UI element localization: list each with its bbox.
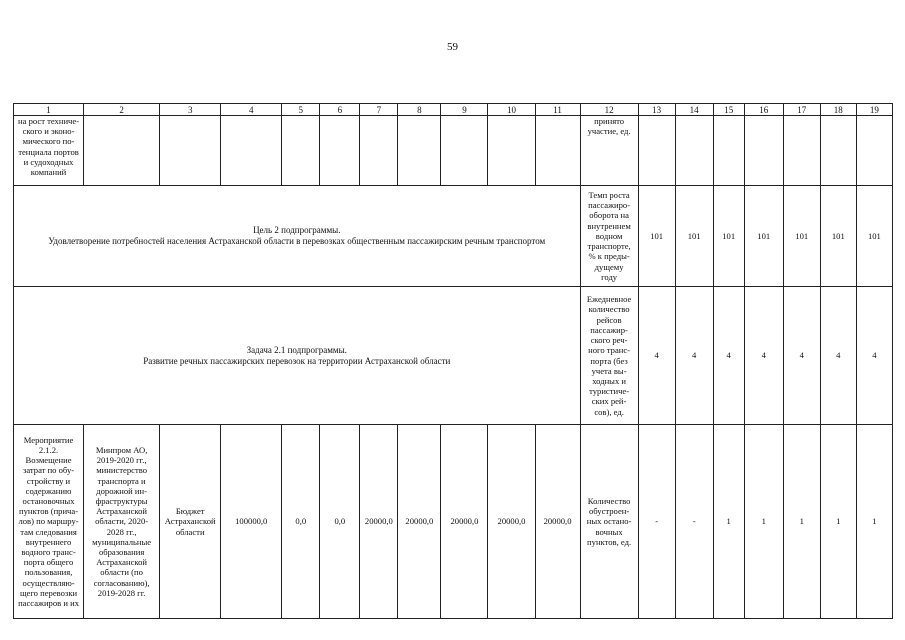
column-header: 7	[360, 104, 398, 116]
goal-text: Удовлетворение потребностей населения Астраханской области в перевозках общественным пассажирским речным транспортом	[48, 236, 546, 246]
column-header: 17	[783, 104, 820, 116]
value-cell: 4	[783, 287, 820, 425]
table-cell	[360, 116, 398, 186]
executor-cell: Минпром АО, 2019-2020 гг., министерство транспорта и дорожной ин- фраструктуры Астраханской области, 2020- 2028 гг., муниципальные образования Астраханской области (по согласованию), 2019-2028 гг.	[84, 425, 160, 619]
value-cell: 1	[856, 425, 892, 619]
value-cell: 4	[675, 287, 713, 425]
column-header: 11	[535, 104, 580, 116]
table-cell	[820, 116, 856, 186]
value-cell: 101	[856, 186, 892, 287]
indicator-cell: Количество обустроен- ных остано- вочных пунктов, ед.	[580, 425, 638, 619]
page-number: 59	[447, 41, 458, 53]
measure-description-cell: Мероприятие 2.1.2. Возмещение затрат по обу- стройству и содержанию остановочных пунктов (прича- лов) по маршру- там следования внутреннего водного транс- порта общего пользования, осуществляю- щего перевозки пассажиров и их	[14, 425, 84, 619]
column-header: 10	[488, 104, 535, 116]
table-row	[14, 116, 893, 186]
value-cell: 101	[675, 186, 713, 287]
column-header: 6	[320, 104, 360, 116]
task-row	[14, 287, 893, 425]
funding-source-cell: Бюджет Астраханской области	[160, 425, 221, 619]
amount-cell: 20000,0	[441, 425, 488, 619]
value-cell: -	[675, 425, 713, 619]
column-header: 18	[820, 104, 856, 116]
column-header: 14	[675, 104, 713, 116]
value-cell: 1	[820, 425, 856, 619]
table-cell	[320, 116, 360, 186]
goal-cell	[14, 186, 581, 287]
column-header: 8	[398, 104, 441, 116]
task-text: Развитие речных пассажирских перевозок на территории Астраханской области	[143, 355, 451, 366]
table-cell	[282, 116, 320, 186]
amount-cell: 0,0	[320, 425, 360, 619]
value-cell: 4	[856, 287, 892, 425]
value-cell: 1	[744, 425, 783, 619]
table-cell	[160, 116, 221, 186]
table-cell	[398, 116, 441, 186]
column-header: 9	[441, 104, 488, 116]
column-header: 15	[713, 104, 744, 116]
amount-cell: 20000,0	[488, 425, 535, 619]
value-cell: 1	[713, 425, 744, 619]
table-cell	[488, 116, 535, 186]
value-cell: 4	[713, 287, 744, 425]
table-cell	[675, 116, 713, 186]
measure-row	[14, 425, 893, 619]
column-header: 19	[856, 104, 892, 116]
continued-text-cell: на рост техниче- ского и эконо- мического по- тенциала портов и судоходных компаний	[14, 116, 84, 186]
column-header: 1	[14, 104, 84, 116]
value-cell: 101	[783, 186, 820, 287]
table-cell	[744, 116, 783, 186]
goal-row	[14, 186, 893, 287]
indicator-cell: принято участие, ед.	[580, 116, 638, 186]
amount-cell: 20000,0	[398, 425, 441, 619]
indicator-cell: Ежедневное количество рейсов пассажир- ского реч- ного транс- порта (без учета вы- ходных и туристиче- ских рей- сов), ед.	[580, 287, 638, 425]
table-cell	[856, 116, 892, 186]
value-cell: 101	[713, 186, 744, 287]
column-header: 12	[580, 104, 638, 116]
value-cell: 4	[820, 287, 856, 425]
table-cell	[638, 116, 675, 186]
table-cell	[713, 116, 744, 186]
amount-cell: 0,0	[282, 425, 320, 619]
column-header: 2	[84, 104, 160, 116]
table-cell	[221, 116, 282, 186]
value-cell: 101	[744, 186, 783, 287]
amount-cell: 100000,0	[221, 425, 282, 619]
amount-cell: 20000,0	[360, 425, 398, 619]
task-title: Задача 2.1 подпрограммы.	[246, 344, 347, 355]
value-cell: 1	[783, 425, 820, 619]
table-cell	[783, 116, 820, 186]
column-header: 13	[638, 104, 675, 116]
value-cell: 4	[744, 287, 783, 425]
value-cell: 4	[638, 287, 675, 425]
program-table	[13, 103, 893, 619]
column-header: 5	[282, 104, 320, 116]
column-header: 3	[160, 104, 221, 116]
amount-cell: 20000,0	[535, 425, 580, 619]
table-cell	[84, 116, 160, 186]
table-cell	[535, 116, 580, 186]
goal-title: Цель 2 подпрограммы.	[253, 225, 341, 235]
value-cell: -	[638, 425, 675, 619]
value-cell: 101	[638, 186, 675, 287]
column-header: 16	[744, 104, 783, 116]
header-row	[14, 104, 893, 116]
indicator-cell: Темп роста пассажиро- оборота на внутреннем водном транспорте, % к преды- дущему году	[580, 186, 638, 287]
task-cell	[14, 287, 581, 425]
value-cell: 101	[820, 186, 856, 287]
column-header: 4	[221, 104, 282, 116]
table-cell	[441, 116, 488, 186]
